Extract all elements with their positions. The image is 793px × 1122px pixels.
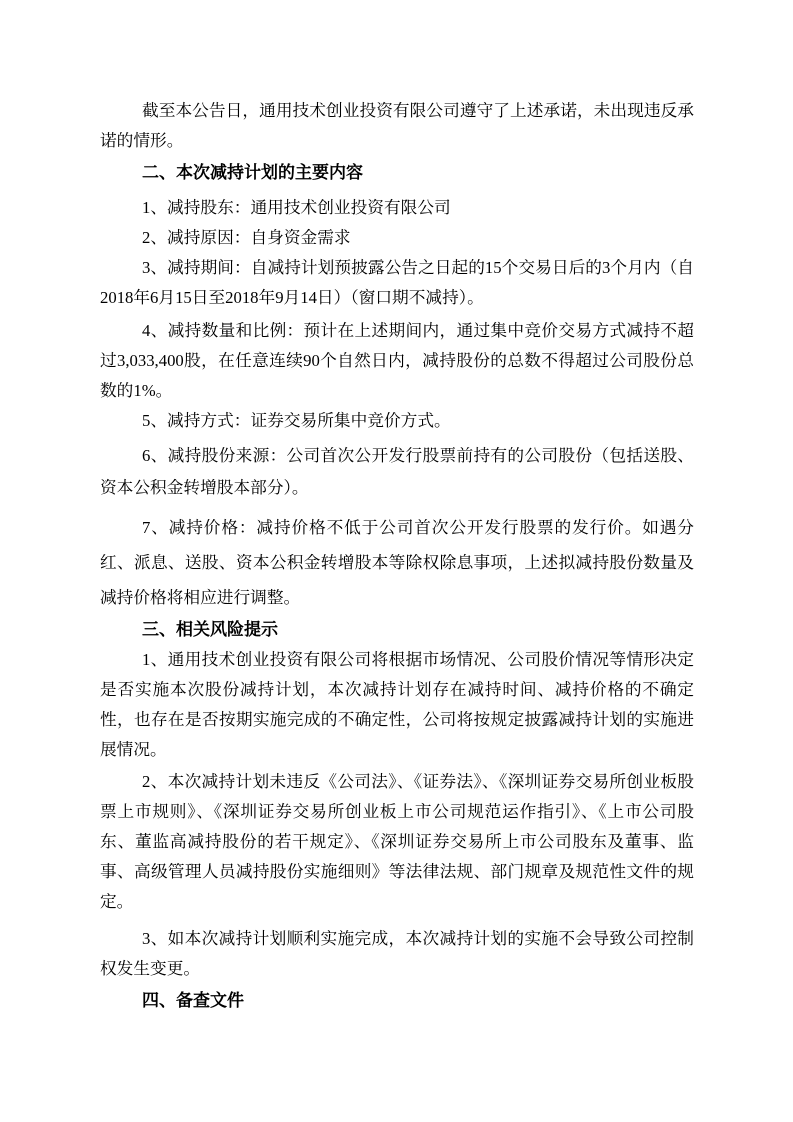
heading-section-two-plan: 二、本次减持计划的主要内容: [142, 163, 363, 182]
item-6-share-source: 6、减持股份来源：公司首次公开发行股票前持有的公司股份（包括送股、资本公积金转增股本部分）。: [100, 446, 694, 497]
item-7-reduction-price: 7、减持价格：减持价格不低于公司首次公开发行股票的发行价。如遇分红、派息、送股、资本公积金转增股本等除权除息事项，上述拟减持股份数量及减持价格将相应进行调整。: [100, 518, 694, 607]
risk-2-legal-compliance: 2、本次减持计划未违反《公司法》、《证券法》、《深圳证券交易所创业板股票上市规则》、《深圳证券交易所创业板上市公司规范运作指引》、《上市公司股东、董监高减持股份的若干规定》、《深圳证券交易所上市公司股东及董事、监事、高级管理人员减持股份实施细则》等法律法规、部门规章及规范性文件的规定。: [100, 772, 694, 911]
heading-section-three-risks: 三、相关风险提示: [142, 620, 278, 639]
item-3-reduction-period: 3、减持期间：自减持计划预披露公告之日起的15个交易日后的3个月内（自2018年6月15日至2018年9月14日）（窗口期不减持）。: [100, 258, 694, 307]
item-2-reduction-reason: 2、减持原因：自身资金需求: [142, 228, 351, 247]
item-5-reduction-method: 5、减持方式：证券交易所集中竞价方式。: [142, 411, 451, 430]
risk-3-control-change: 3、如本次减持计划顺利实施完成，本次减持计划的实施不会导致公司控制权发生变更。: [100, 929, 694, 978]
para-commitment-compliance: 截至本公告日，通用技术创业投资有限公司遵守了上述承诺，未出现违反承诺的情形。: [100, 101, 694, 150]
heading-section-four-documents: 四、备查文件: [142, 991, 244, 1010]
item-1-reduction-shareholder: 1、减持股东：通用技术创业投资有限公司: [142, 198, 451, 217]
item-4-reduction-quantity-ratio: 4、减持数量和比例：预计在上述期间内，通过集中竞价交易方式减持不超过3,033,400股，在任意连续90个自然日内，减持股份的总数不得超过公司股份总数的1%。: [100, 321, 694, 400]
risk-1-uncertainty: 1、通用技术创业投资有限公司将根据市场情况、公司股价情况等情形决定是否实施本次股份减持计划，本次减持计划存在减持时间、减持价格的不确定性，也存在是否按期实施完成的不确定性，公司将按规定披露减持计划的实施进展情况。: [100, 650, 694, 759]
